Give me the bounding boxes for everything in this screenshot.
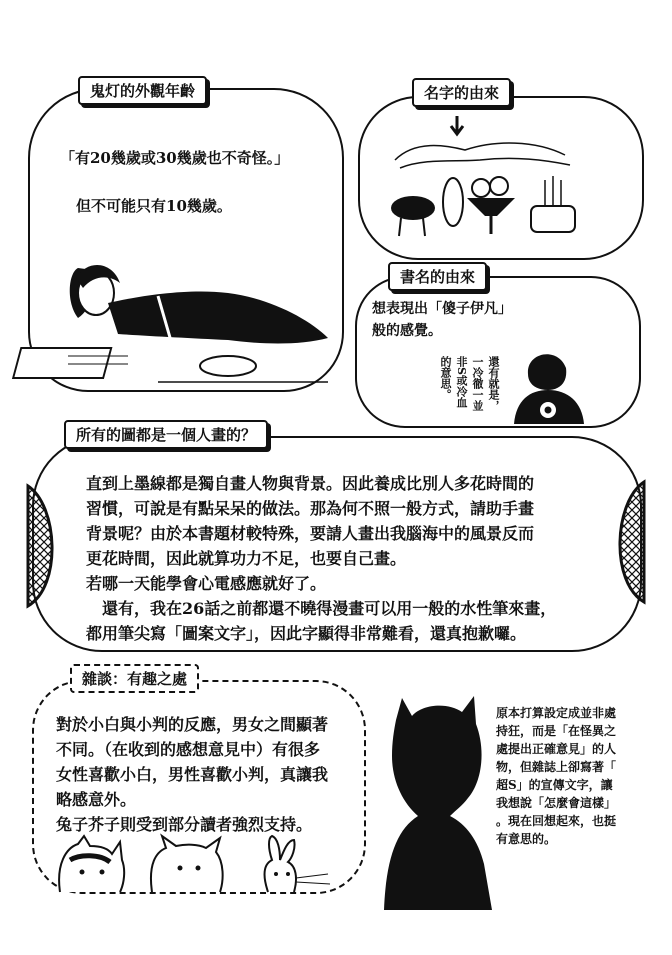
book-title-vcol-4: 的意思。 bbox=[439, 356, 452, 400]
side-note-line-8: 有意思的。 bbox=[496, 832, 557, 846]
age-line2: 但不可能只有10幾歲。 bbox=[76, 197, 232, 215]
name-origin-title: 名字的由來 bbox=[412, 78, 511, 107]
lattice-window-left bbox=[28, 486, 68, 606]
silhouette-illustration bbox=[366, 690, 506, 910]
chat-line-1: 對於小白與小判的反應，男女之間顯著 bbox=[56, 715, 329, 734]
drawing-line-4: 更花時間，因此就算功力不足，也要自己畫。 bbox=[86, 549, 407, 568]
lattice-window-right bbox=[604, 482, 644, 602]
book-title-line2: 般的感覺。 bbox=[372, 323, 442, 339]
book-title-vcol-3: 非S或冷血 bbox=[455, 356, 468, 408]
side-note-line-3: 處提出正確意見」的人 bbox=[496, 742, 617, 756]
chat-panel-title: 雜談：有趣之處 bbox=[70, 664, 199, 693]
side-note-line-1: 原本打算設定成並非處 bbox=[496, 706, 617, 720]
reclining-figure-illustration bbox=[38, 248, 338, 398]
book-title-panel-title: 書名的由來 bbox=[388, 262, 487, 291]
drawing-line-7: 都用筆尖寫「圖案文字」，因此字顯得非常難看，還真抱歉囉。 bbox=[86, 624, 527, 643]
drawing-line-1: 直到上墨線都是獨自畫人物與背景。因此養成比別人多花時間的 bbox=[86, 474, 535, 493]
book-title-vcol-1: 還有就是， bbox=[487, 356, 500, 411]
book-title-vcol-2: 一冷徹一並 bbox=[471, 356, 484, 411]
age-quote: 「有20幾歲或30幾歲也不奇怪。」 bbox=[60, 149, 290, 167]
chat-line-5: 兔子芥子則受到部分讀者強烈支持。 bbox=[56, 815, 313, 834]
age-panel-title: 鬼灯的外觀年齡 bbox=[78, 76, 207, 105]
chat-line-3: 女性喜歡小白，男性喜歡小判，真讓我 bbox=[56, 765, 329, 784]
side-note-line-7: 。現在回想起來，也挺 bbox=[496, 814, 617, 828]
side-note-line-6: 我想說「怎麼會這樣」 bbox=[496, 796, 617, 810]
drawing-line-2: 習慣，可說是有點呆呆的做法。那為何不照一般方式，請助手畫 bbox=[86, 499, 535, 518]
chat-line-2: 不同。（在收到的感想意見中）有很多 bbox=[56, 740, 321, 759]
drawing-line-6: 還有，我在26話之前都還不曉得漫畫可以用一般的水性筆來畫， bbox=[86, 599, 557, 618]
side-note-line-5: 超S」的宣傳文字，讓 bbox=[496, 778, 613, 792]
chat-line-4: 略感意外。 bbox=[56, 790, 137, 809]
drawing-panel-title: 所有的圖都是一個人畫的？ bbox=[64, 420, 268, 449]
drawing-line-5: 若哪一天能學會心電感應就好了。 bbox=[86, 574, 327, 593]
animal-characters-illustration bbox=[56, 834, 336, 894]
offering-table-illustration bbox=[385, 110, 585, 250]
drawing-line-3: 背景呢？由於本書題材較特殊，要請人畫出我腦海中的風景反而 bbox=[86, 524, 535, 543]
side-note-line-2: 持狂，而是「在怪異之 bbox=[496, 724, 617, 738]
side-note-line-4: 物，但雜誌上卻寫著「 bbox=[496, 760, 617, 774]
character-back-illustration bbox=[508, 344, 588, 424]
book-title-line1: 想表現出「傻子伊凡」 bbox=[372, 301, 512, 317]
